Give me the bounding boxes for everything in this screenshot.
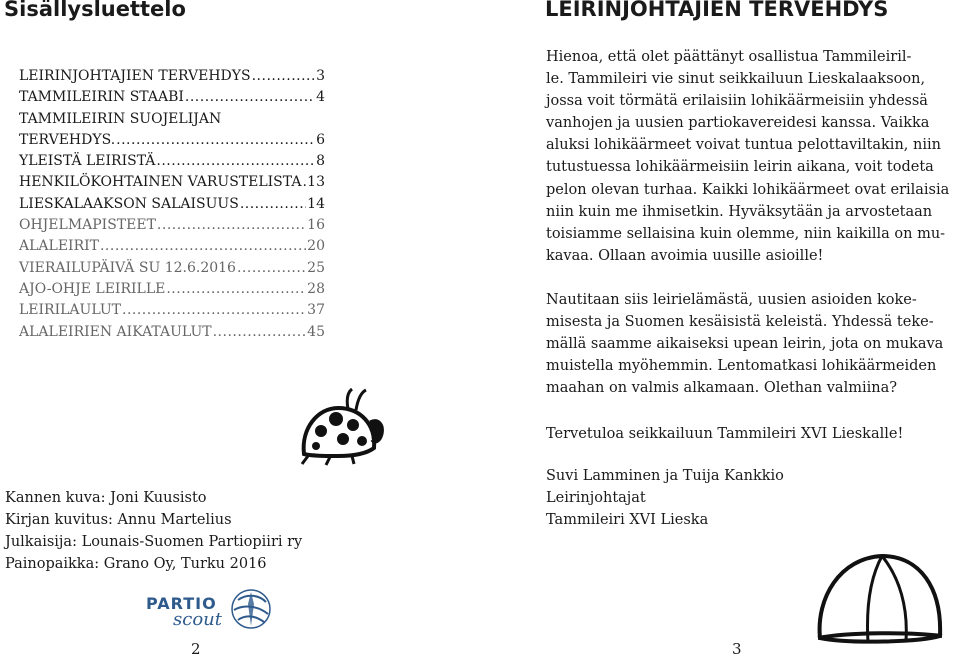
toc-entry-page: 45 [307,323,325,340]
toc-leader-dots [122,300,306,321]
toc-entry-page: 14 [307,195,325,212]
toc-entry-page: 28 [307,280,325,297]
toc-entry-page: 4 [316,89,325,106]
toc-entry-page: 37 [307,302,325,319]
toc-entry [19,66,349,87]
toc-entry [19,194,349,215]
toc-entry-page: 6 [316,131,325,148]
paragraph-line: muistella myöhemmin. Lentomatkasi lohikäärmeiden [546,358,937,375]
toc-entry [19,258,349,279]
toc-leader-dots [100,236,306,257]
toc-entry-label: LIESKALAAKSON SALAISUUS [19,195,239,212]
toc-entry [19,300,349,321]
ladybug-icon [296,388,386,466]
paragraph-line: kavaa. Ollaan avoimia uusille asioille! [546,247,824,264]
page-number-left: 2 [191,640,201,658]
credits [5,487,302,575]
toc-entry-label: HENKILÖKOHTAINEN VARUSTELISTA [19,174,302,191]
toc-entry [19,279,349,300]
toc-entry-label: TAMMILEIRIN STAABI [19,89,184,106]
credit-cover: Kannen kuva: Joni Kuusisto [5,490,207,506]
toc-entry [19,236,349,257]
toc-entry-page: 25 [307,259,325,276]
toc-entry-page: 13 [307,174,325,191]
paragraph-line: niin kuin me ihmisetkin. Hyväksytään ja arvostetaan [546,203,933,220]
toc-leader-dots [240,194,306,215]
toc-entry-page: 3 [316,68,325,84]
toc-entry-label: YLEISTÄ LEIRISTÄ [19,153,156,170]
toc-leader-dots [166,279,306,300]
logo-text-scout: scout [173,609,222,630]
paragraph-line: toisiamme sellaisina kuin olemme, niin kaikilla on mu- [546,225,946,242]
toc-entry-page: 8 [316,153,325,170]
paragraph-line: Nautitaan siis leirielämästä, uusien asioiden koke- [546,292,917,308]
partio-scout-logo [140,586,275,634]
greeting-paragraph-2 [546,289,951,399]
toc-entry [19,151,349,172]
toc-entry-label: TERVEHDYS. [19,131,116,148]
paragraph-line: misesta ja Suomen kesäisistä keleistä. Yhdessä teke- [546,314,934,331]
toc-entry-page: 20 [307,238,325,255]
paragraph-line: mällä saamme aikaiseksi upean leirin, jota on mukava [546,336,944,353]
toc-entry [19,130,349,151]
paragraph-line: le. Tammileiri vie sinut seikkailuun Lieskalaaksoon, [546,71,926,88]
scout-emblem-icon [228,586,274,632]
toc-leader-dots [237,258,306,279]
signature [546,465,784,531]
toc-title: Sisällysluettelo [4,0,186,21]
paragraph-line: maahan on valmis alkamaan. Olethan valmiina? [546,380,897,397]
signature-names: Suvi Lamminen ja Tuija Kankkio [546,468,784,484]
credit-publisher: Julkaisija: Lounais-Suomen Partiopiiri ry [5,534,303,550]
toc-entry-page: 16 [307,217,325,234]
toc-entry [19,87,349,108]
toc-entry-label: LEIRINJOHTAJIEN TERVEHDYS [19,68,251,84]
credit-printer: Painopaikka: Grano Oy, Turku 2016 [5,556,267,572]
paragraph-line: tutustuessa lohikäärmeisiin leirin aikana, voit todeta [546,159,934,176]
toc-leader-dots [213,322,307,343]
toc-leader-dots [116,130,315,151]
table-of-contents [19,66,349,343]
toc-entry [19,215,349,236]
toc-leader-dots [185,87,315,108]
greeting-paragraph-1 [546,46,951,267]
toc-entry [19,109,349,130]
toc-leader-dots [157,215,306,236]
toc-entry-label: LEIRILAULUT [19,302,121,319]
paragraph-line: pelon olevan turhaa. Kaikki lohikäärmeet ovat erilaisia [546,181,950,198]
page-number-right: 3 [732,640,742,658]
toc-entry-label: ALALEIRIEN AIKATAULUT [19,323,212,340]
signature-event: Tammileiri XVI Lieska [546,512,709,528]
paragraph-line: aluksi lohikäärmeet voivat tuntua pelottaviltakin, niin [546,137,941,154]
logo-text-partio: PARTIO [146,594,217,613]
paragraph-line: Hienoa, että olet päättänyt osallistua Tammileiril- [546,49,912,65]
toc-leader-dots [252,66,315,87]
toc-leader-dots [156,151,315,172]
paragraph-line: jossa voit törmätä erilaisiin lohikäärmeisiin yhdessä [546,93,928,110]
toc-entry-label: AJO-OHJE LEIRILLE [19,280,166,297]
greeting-title: LEIRINJOHTAJIEN TERVEHDYS [545,0,889,21]
toc-entry [19,172,349,193]
toc-entry-label: TAMMILEIRIN SUOJELIJAN [19,110,222,127]
credit-illustration: Kirjan kuvitus: Annu Martelius [5,512,232,528]
signature-role: Leirinjohtajat [546,490,646,506]
toc-leader-dots [302,172,306,193]
toc-entry-label: VIERAILUPÄIVÄ SU 12.6.2016 [19,259,236,276]
toc-entry-label: OHJELMAPISTEET [19,217,156,234]
toc-entry-label: ALALEIRIT [19,238,99,255]
welcome-line: Tervetuloa seikkailuun Tammileiri XVI Lieskalle! [546,426,904,442]
paragraph-line: vanhojen ja uusien partiokavereidesi kanssa. Vaikka [546,115,930,132]
toc-entry [19,322,349,343]
cap-icon [810,548,950,648]
